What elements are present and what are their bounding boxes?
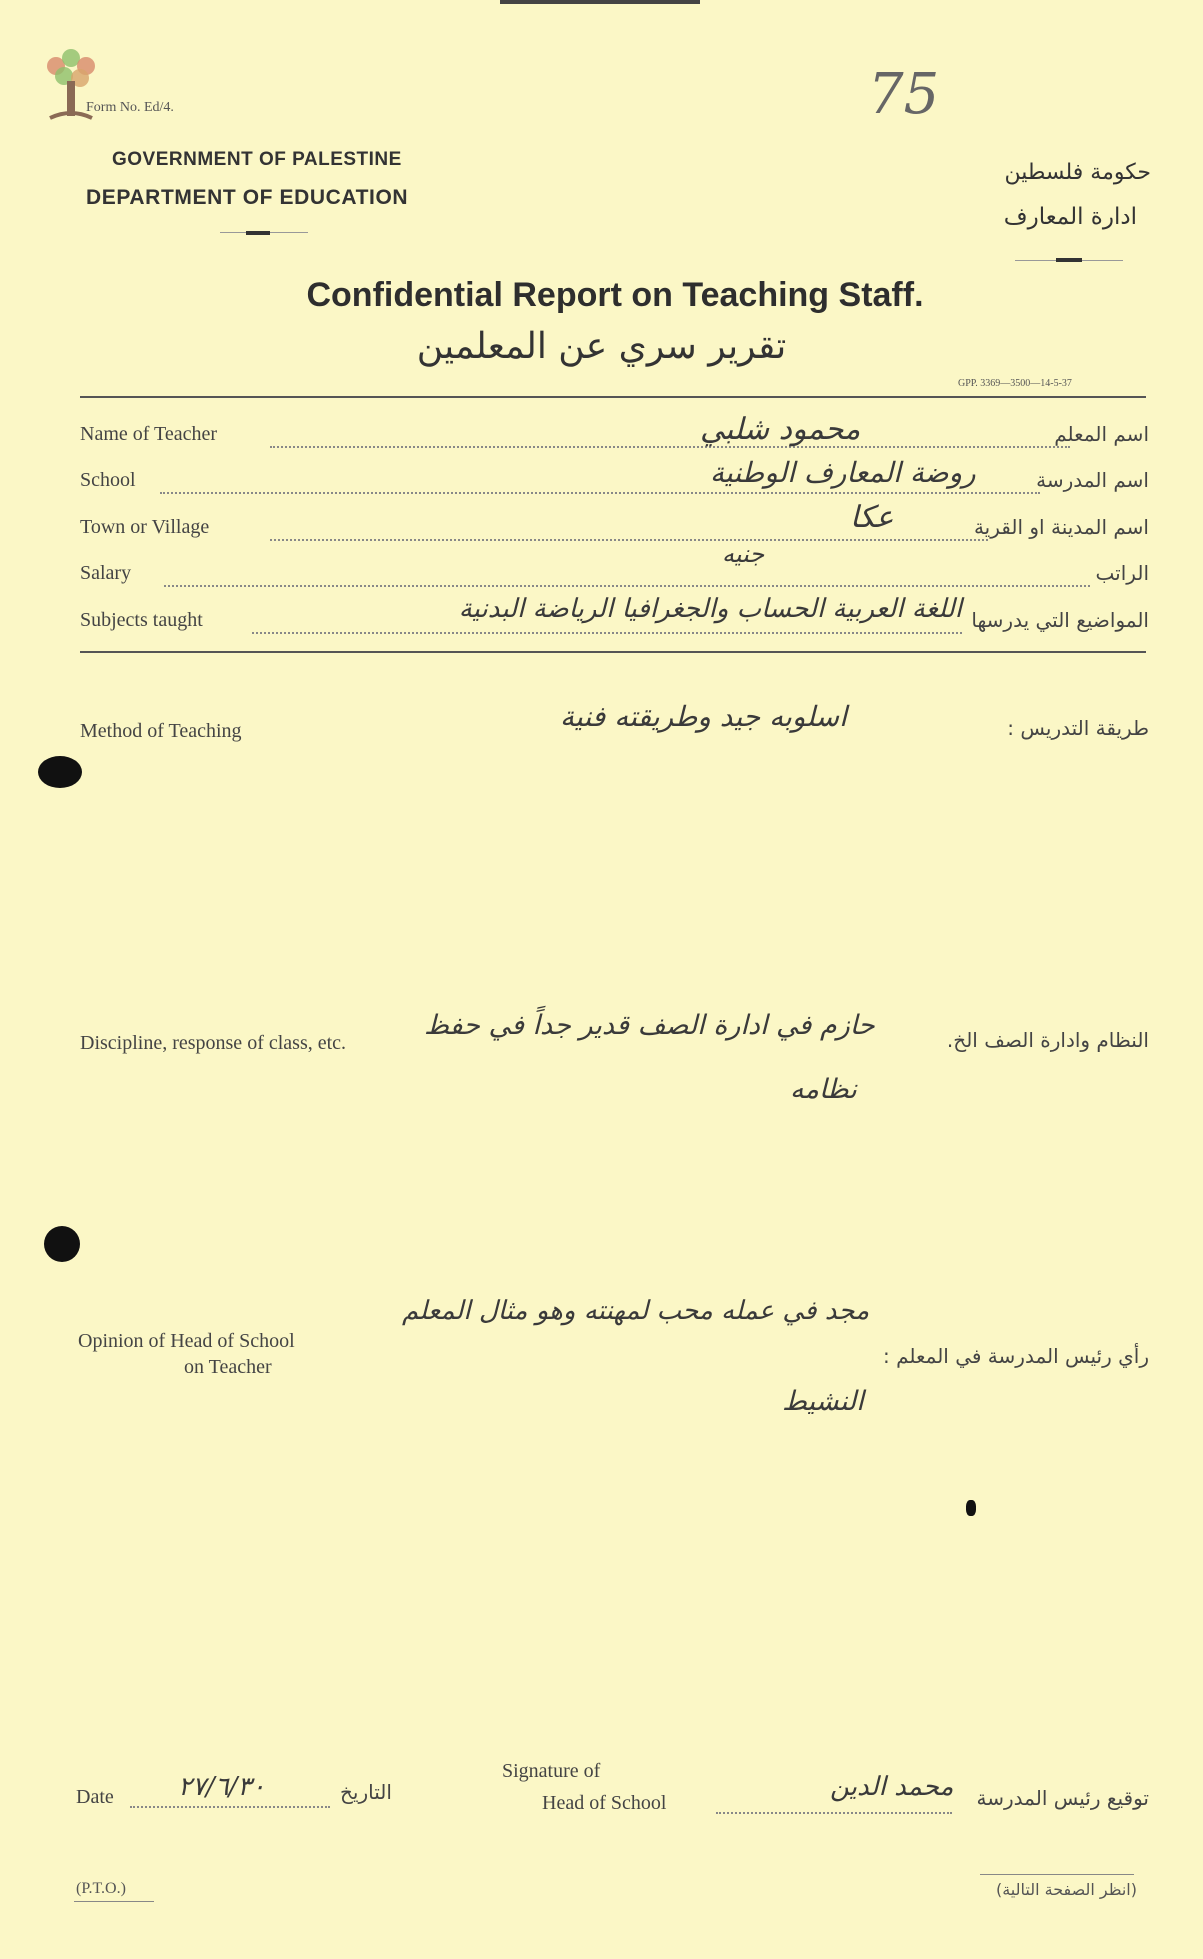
date-dots: [130, 1806, 330, 1808]
signature-value: محمد الدين: [830, 1772, 954, 1802]
signature-label-ar: توقيع رئيس المدرسة: [976, 1786, 1149, 1810]
pto-note-ar: (انظر الصفحة التالية): [995, 1880, 1137, 1899]
teacher-name-value: محمود شلبي: [700, 412, 861, 447]
government-heading: GOVERNMENT OF PALESTINE: [112, 149, 402, 170]
teacher-name-label-ar: اسم المعلم: [1054, 422, 1149, 446]
header-right-dash: [1056, 258, 1082, 262]
town-value: عكا: [850, 500, 894, 535]
teacher-name-dots: [270, 446, 1070, 448]
top-edge-mark: [500, 0, 700, 4]
opinion-label-line2: on Teacher: [184, 1356, 272, 1378]
report-title-ar: تقرير سري عن المعلمين: [416, 326, 787, 367]
signature-label-line2: Head of School: [542, 1792, 667, 1814]
method-label-ar: طريقة التدريس :: [1007, 716, 1149, 740]
punch-hole-bottom: [44, 1226, 80, 1262]
date-label-ar: التاريخ: [340, 1780, 392, 1804]
title-rule: [80, 396, 1146, 398]
school-label: School: [80, 469, 136, 491]
signature-label-line1: Signature of: [502, 1760, 601, 1782]
header-left-dash: [246, 231, 270, 235]
government-heading-ar: حكومة فلسطين: [1004, 160, 1151, 185]
department-heading-ar: ادارة المعارف: [1003, 204, 1137, 230]
discipline-label-ar: النظام وادارة الصف الخ.: [946, 1028, 1149, 1052]
subjects-value: اللغة العربية الحساب والجغرافيا الرياضة البدنية: [458, 594, 962, 624]
opinion-label-ar: رأي رئيس المدرسة في المعلم :: [882, 1344, 1149, 1368]
print-code: GPP. 3369—3500—14-5-37: [958, 378, 1072, 389]
salary-dots: [164, 585, 1090, 587]
page-number: 75: [868, 62, 940, 127]
pto-ar-overline: [980, 1874, 1134, 1875]
salary-label-ar: الراتب: [1095, 561, 1149, 585]
punch-hole-top: [38, 756, 82, 788]
opinion-label-line1: Opinion of Head of School: [78, 1330, 295, 1352]
date-label: Date: [76, 1786, 114, 1808]
subjects-label: Subjects taught: [80, 609, 203, 631]
discipline-label: Discipline, response of class, etc.: [80, 1032, 347, 1054]
method-value: اسلوبه جيد وطريقته فنية: [560, 700, 847, 733]
pto-note: (P.T.O.): [76, 1880, 126, 1897]
signature-dots: [716, 1812, 952, 1814]
date-value: ٢٧/٦/٣٠: [178, 1772, 266, 1802]
subjects-label-ar: المواضيع التي يدرسها: [971, 608, 1149, 632]
salary-label: Salary: [80, 562, 132, 584]
school-value: روضة المعارف الوطنية: [710, 456, 976, 489]
school-label-ar: اسم المدرسة: [1036, 468, 1149, 492]
method-label: Method of Teaching: [80, 720, 242, 742]
pto-underline: [74, 1901, 154, 1902]
town-label-ar: اسم المدينة او القرية: [973, 515, 1149, 539]
details-bottom-rule: [80, 651, 1146, 653]
town-dots: [270, 539, 988, 541]
discipline-value: حازم في ادارة الصف قدير جداً في حفظ: [424, 1010, 875, 1041]
town-label: Town or Village: [80, 516, 210, 538]
opinion-value: مجد في عمله محب لمهنته وهو مثال المعلم: [402, 1296, 870, 1326]
salary-value: جنيه: [722, 540, 765, 568]
ink-spot: [966, 1500, 976, 1516]
subjects-dots: [252, 632, 962, 634]
school-dots: [160, 492, 1040, 494]
discipline-value-line2: نظامه: [790, 1074, 857, 1105]
department-heading: DEPARTMENT OF EDUCATION: [86, 186, 409, 209]
opinion-value-line2: النشيط: [782, 1386, 864, 1417]
teacher-name-label: Name of Teacher: [80, 423, 218, 445]
form-number: Form No. Ed/4.: [86, 100, 174, 115]
report-title: Confidential Report on Teaching Staff.: [306, 276, 924, 314]
